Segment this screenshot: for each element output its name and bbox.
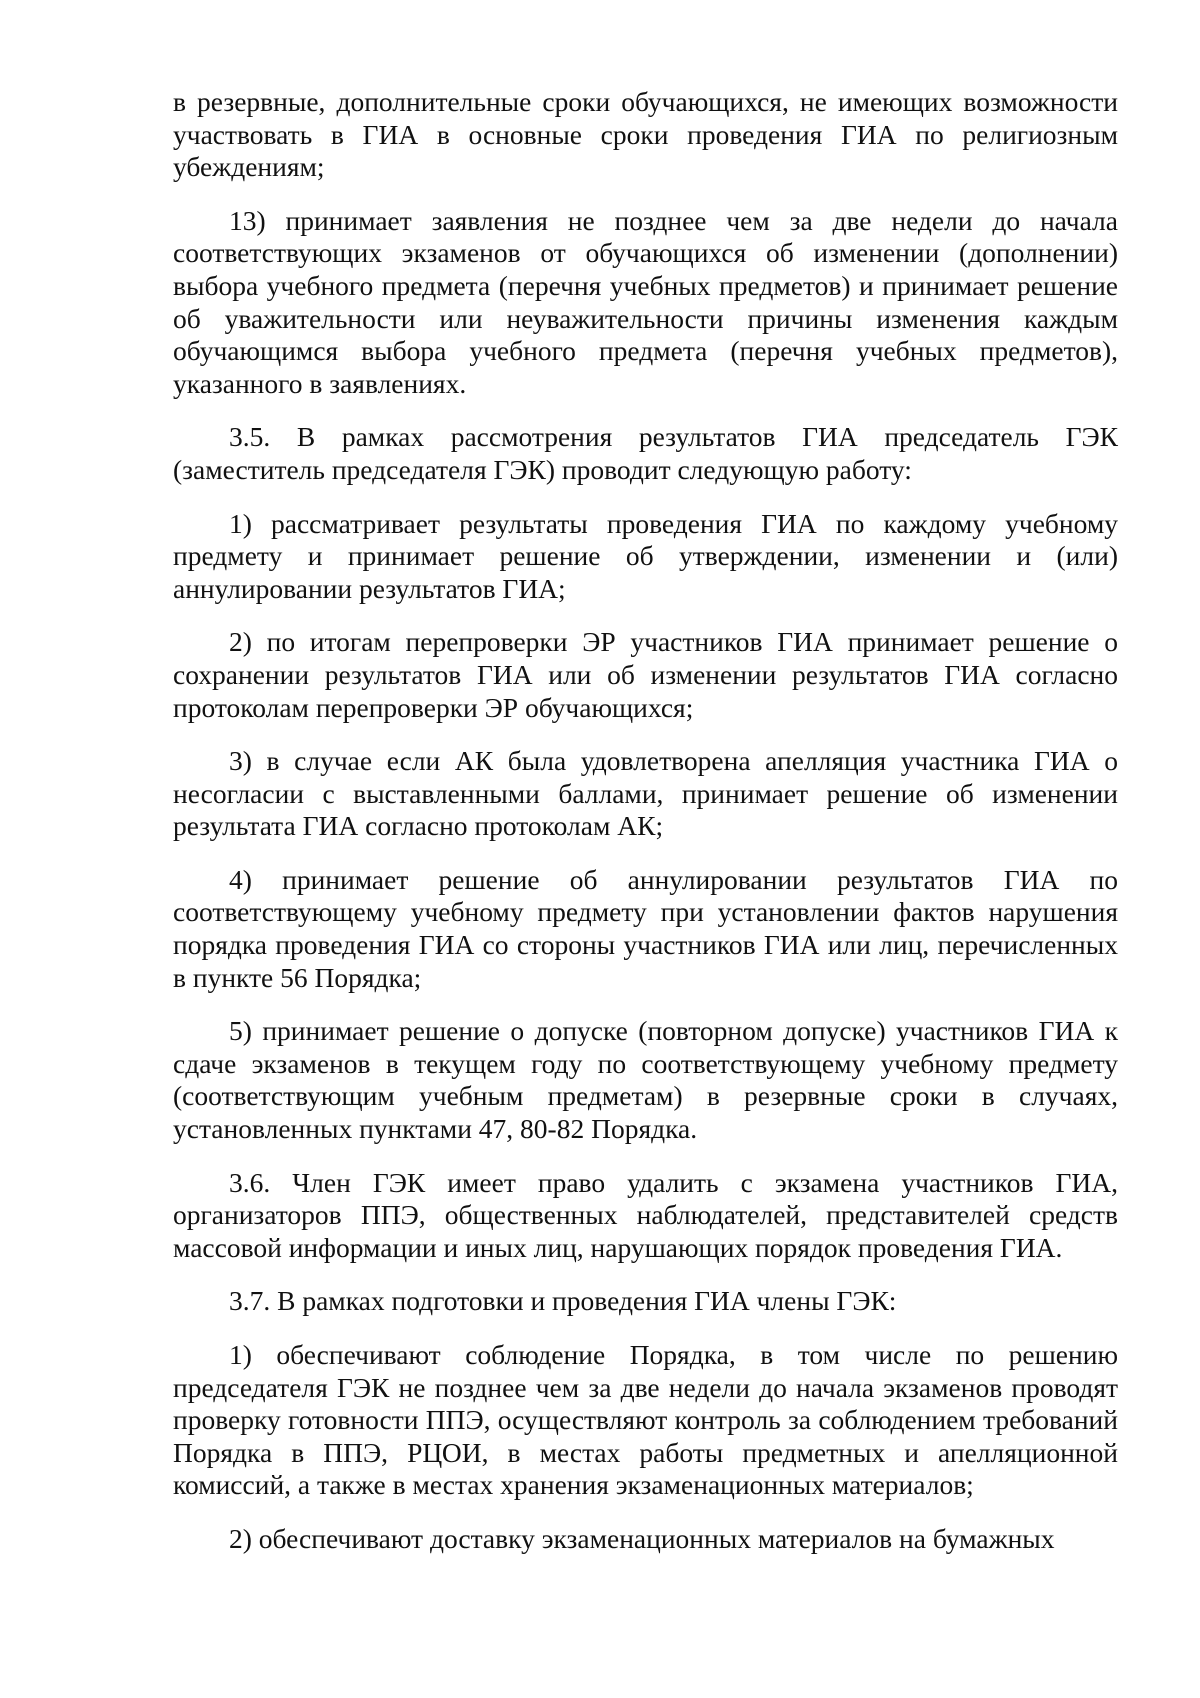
paragraph-continuation: в резервные, дополнительные сроки обучающихся, не имеющих возможности участвовать в ГИА в основные сроки проведения ГИА по религиозным убеждениям; (173, 86, 1118, 183)
paragraph-item-5: 5) принимает решение о допуске (повторном допуске) участников ГИА к сдаче экзаменов в текущем году по соответствующему учебному предмету (соответствующим учебным предметам) в резервные сроки в случаях, установленных пунктами 47, 80-82 Порядка. (173, 1015, 1118, 1145)
paragraph-item-13: 13) принимает заявления не позднее чем за две недели до начала соответствующих экзаменов от обучающихся об изменении (дополнении) выбора учебного предмета (перечня учебных предметов) и принимает решение об уважительности или неуважительности причины изменения каждым обучающимся выбора учебного предмета (перечня учебных предметов), указанного в заявлениях. (173, 204, 1118, 399)
paragraph-section-3-5: 3.5. В рамках рассмотрения результатов ГИА председатель ГЭК (заместитель председателя ГЭК) проводит следующую работу: (173, 421, 1118, 485)
paragraph-item-4: 4) принимает решение об аннулировании результатов ГИА по соответствующему учебному предмету при установлении фактов нарушения порядка проведения ГИА со стороны участников ГИА или лиц, перечисленных в пункте 56 Порядка; (173, 863, 1118, 993)
paragraph-section-3-7: 3.7. В рамках подготовки и проведения ГИА члены ГЭК: (229, 1285, 897, 1317)
paragraph-section-3-6: 3.6. Член ГЭК имеет право удалить с экзамена участников ГИА, организаторов ППЭ, общественных наблюдателей, представителей средств массовой информации и иных лиц, нарушающих порядок проведения ГИА. (173, 1166, 1118, 1263)
document-body (173, 86, 1118, 1577)
paragraph-item-3: 3) в случае если АК была удовлетворена апелляция участника ГИА о несогласии с выставленными баллами, принимает решение об изменении результата ГИА согласно протоколам АК; (173, 745, 1118, 842)
paragraph-item-2: 2) по итогам перепроверки ЭР участников ГИА принимает решение о сохранении результатов ГИА или об изменении результатов ГИА согласно протоколам перепроверки ЭР обучающихся; (173, 626, 1118, 723)
paragraph-item-1-members: 1) обеспечивают соблюдение Порядка, в том числе по решению председателя ГЭК не позднее чем за две недели до начала экзаменов проводят проверку готовности ППЭ, осуществляют контроль за соблюдением требований Порядка в ППЭ, РЦОИ, в местах работы предметных и апелляционной комиссий, а также в местах хранения экзаменационных материалов; (173, 1339, 1118, 1501)
paragraph-item-1: 1) рассматривает результаты проведения ГИА по каждому учебному предмету и принимает решение об утверждении, изменении и (или) аннулировании результатов ГИА; (173, 507, 1118, 604)
paragraph-item-2-members: 2) обеспечивают доставку экзаменационных материалов на бумажных (229, 1522, 1055, 1554)
